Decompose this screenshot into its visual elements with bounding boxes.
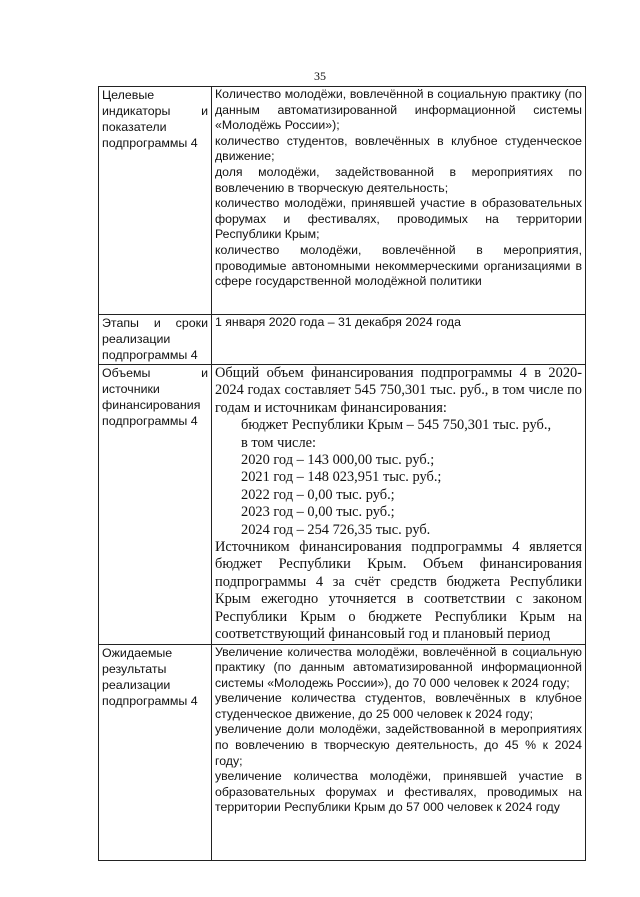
row-content-cell: [212, 644, 586, 860]
row-content-cell: [212, 87, 586, 315]
indicator-item: количество студентов, вовлечённых в клубное студенческое движение;: [215, 133, 582, 164]
result-item: увеличение количества молодёжи, принявшей участие в образовательных форумах и фестивалях, проводимых на территории Республики Крым до 57 000 человек к 2024 году: [215, 769, 582, 815]
financing-year: 2024 год – 254 726,35 тыс. руб.: [241, 521, 431, 538]
indicator-item: доля молодёжи, задействованной в мероприятиях по вовлечению в творческую деятельность;: [215, 164, 582, 195]
page-number: 35: [314, 69, 326, 83]
row-label: Ожидаемые результаты реализации подпрограммы 4: [102, 645, 198, 708]
indicator-item: количество молодёжи, принявшей участие в образовательных форумах и фестивалях, проводимых на территории Республики Крым;: [215, 196, 582, 242]
table-row: [99, 87, 586, 315]
period-text: 1 января 2020 года – 31 декабря 2024 года: [215, 315, 461, 329]
row-label: Целевые индикаторы и показатели подпрограммы 4: [102, 88, 208, 150]
financing-outro: Источником финансирования подпрограммы 4 является бюджет Республики Крым. Объем финансирования подпрограммы 4 за счёт средств бюджета Республики Крым ежегодно уточняется в соответствии с законом Республики Крым о бюджете Республики Крым на соответствующий финансовый год и плановый период: [215, 539, 582, 643]
financing-budget: бюджет Республики Крым – 545 750,301 тыс. руб.,: [241, 417, 552, 434]
row-label: Объемы и источники финансирования подпрограммы 4: [102, 366, 208, 428]
row-label: Этапы и сроки реализации подпрограммы 4: [102, 316, 208, 362]
result-item: Увеличение количества молодёжи, вовлечённой в социальную практику (по данным автоматизированной информационной системы «Молодежь России»), до 70 000 человек к 2024 году;: [215, 644, 582, 690]
financing-year: 2021 год – 148 023,951 тыс. руб.;: [241, 469, 442, 486]
table-row: [99, 644, 586, 860]
row-content-cell: [212, 315, 586, 365]
result-item: увеличение доли молодёжи, задействованной в мероприятиях по вовлечению в творческую деятельность, до 45 % к 2024 году;: [215, 722, 582, 768]
row-label-cell: [99, 365, 212, 645]
row-content-cell: [212, 365, 586, 645]
row-label-cell: [99, 87, 212, 315]
indicator-item: количество молодёжи, вовлечённой в мероприятия, проводимые автономными некоммерческими организациями в сфере государственной молодёжной политики: [215, 242, 582, 289]
financing-including: в том числе:: [241, 434, 317, 451]
subprogram-passport-table: [98, 86, 586, 861]
table-row: [99, 365, 586, 645]
financing-year: 2023 год – 0,00 тыс. руб.;: [241, 504, 395, 521]
financing-year: 2020 год – 143 000,00 тыс. руб.;: [241, 452, 435, 469]
financing-year: 2022 год – 0,00 тыс. руб.;: [241, 486, 395, 503]
result-item: увеличение количества студентов, вовлечённых в клубное студенческое движение, до 25 000 человек к 2024 году;: [215, 691, 582, 721]
indicator-item: Количество молодёжи, вовлечённой в социальную практику (по данным автоматизированной информационной системы «Молодёжь России»);: [215, 87, 582, 133]
financing-intro: Общий объем финансирования подпрограммы 4 в 2020-2024 годах составляет 545 750,301 тыс. руб., в том числе по годам и источникам финансирования:: [215, 365, 582, 416]
row-label-cell: [99, 644, 212, 860]
table-row: [99, 315, 586, 365]
row-label-cell: [99, 315, 212, 365]
